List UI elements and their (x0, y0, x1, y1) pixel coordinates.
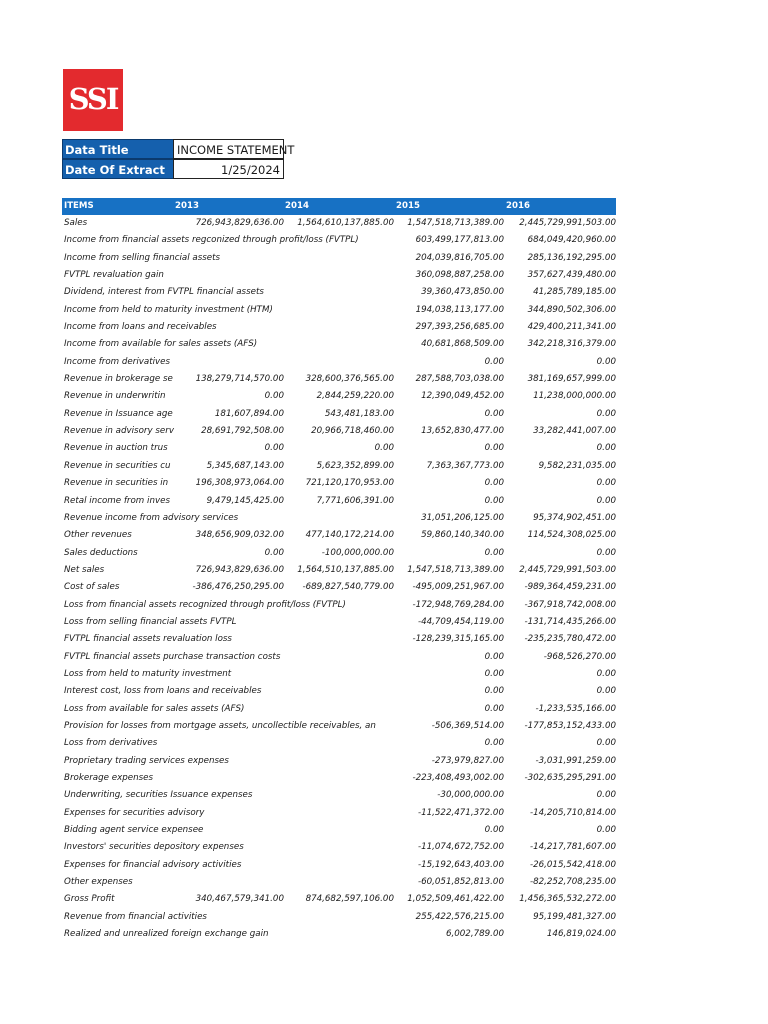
table-row (62, 683, 616, 700)
table-row (62, 267, 616, 284)
cell-2015[interactable]: 194,038,113,177.00 (415, 304, 504, 315)
cell-2013[interactable]: 5,345,687,143.00 (206, 460, 284, 471)
cell-2015[interactable]: -15,192,643,403.00 (417, 859, 504, 870)
cell-2015[interactable]: 0.00 (484, 495, 504, 506)
header-2013[interactable]: 2013 (175, 201, 199, 211)
logo-text: SSI (68, 82, 118, 116)
cell-2016[interactable]: 95,374,902,451.00 (533, 512, 616, 523)
cell-2013[interactable]: 726,943,829,636.00 (195, 564, 284, 575)
cell-2013[interactable]: 196,308,973,064.00 (195, 478, 284, 489)
cell-2013[interactable]: 726,943,829,636.00 (195, 218, 284, 228)
row-label[interactable]: Other expenses (64, 877, 133, 888)
cell-2016[interactable]: 0.00 (596, 443, 616, 454)
row-label[interactable]: Loss from selling financial assets FVTPL (64, 616, 237, 627)
table-row (62, 839, 616, 856)
row-label[interactable]: Income from derivatives (64, 356, 171, 367)
cell-2016[interactable]: 33,282,441,007.00 (533, 426, 616, 437)
row-label[interactable]: Income from held to maturity investment (HTM) (64, 304, 273, 315)
cell-2015[interactable]: 13,652,830,477.00 (421, 426, 504, 437)
cell-2016[interactable]: 146,819,024.00 (546, 929, 616, 940)
cell-2014[interactable]: 1,564,510,137,885.00 (297, 564, 394, 575)
cell-2016[interactable]: 41,285,789,185.00 (533, 287, 616, 298)
cell-2016[interactable]: 95,199,481,327.00 (533, 911, 616, 922)
cell-2016[interactable]: 342,218,316,379.00 (527, 339, 616, 350)
cell-2015[interactable]: 1,052,509,461,422.00 (407, 894, 504, 905)
cell-2015[interactable]: 40,681,868,509.00 (421, 339, 504, 350)
table-row (62, 666, 616, 683)
cell-2013[interactable]: 9,479,145,425.00 (206, 495, 284, 506)
table-row (62, 857, 616, 874)
cell-2016[interactable]: 684,049,420,960.00 (527, 235, 616, 246)
row-label[interactable]: Gross Profit (64, 894, 115, 905)
cell-2015[interactable]: 0.00 (484, 356, 504, 367)
cell-2014[interactable]: 874,682,597,106.00 (305, 894, 394, 905)
table-row (62, 891, 616, 908)
cell-2016[interactable]: 0.00 (596, 738, 616, 749)
cell-2016[interactable]: 381,169,657,999.00 (527, 374, 616, 385)
table-row (62, 336, 616, 353)
table-row (62, 319, 616, 336)
row-label[interactable]: Revenue income from advisory services (64, 512, 239, 523)
cell-2016[interactable]: 285,136,192,295.00 (527, 252, 616, 263)
table-row (62, 770, 616, 787)
cell-2016[interactable]: -968,526,270.00 (543, 651, 616, 662)
cell-2015[interactable]: 59,860,140,340.00 (421, 530, 504, 541)
table-row (62, 597, 616, 614)
table-row (62, 423, 616, 440)
row-label[interactable]: Revenue in securities cu (64, 460, 171, 471)
date-of-extract-value[interactable]: 1/25/2024 (173, 159, 284, 179)
cell-2015[interactable]: 603,499,177,813.00 (415, 235, 504, 246)
cell-2014[interactable]: 20,966,718,460.00 (311, 426, 394, 437)
row-label[interactable]: Revenue in Issuance age (64, 408, 173, 419)
table-row (62, 371, 616, 388)
cell-2016[interactable]: -3,031,991,259.00 (535, 755, 616, 766)
cell-2016[interactable]: 1,456,365,532,272.00 (519, 894, 616, 905)
row-label[interactable]: Revenue in advisory serv (64, 426, 174, 437)
cell-2014[interactable]: 0.00 (374, 443, 394, 454)
table-row (62, 701, 616, 718)
table-row (62, 354, 616, 371)
table-row (62, 406, 616, 423)
cell-2014[interactable]: 5,623,352,899.00 (316, 460, 394, 471)
table-body (62, 215, 616, 943)
cell-2015[interactable]: -60,051,852,813.00 (417, 877, 504, 888)
row-label[interactable]: Revenue from financial activities (64, 911, 207, 922)
cell-2015[interactable]: -506,369,514.00 (431, 720, 504, 731)
cell-2016[interactable]: -367,918,742,008.00 (524, 599, 616, 610)
row-label[interactable]: Realized and unrealized foreign exchange gain (64, 929, 269, 940)
cell-2013[interactable]: 0.00 (264, 443, 284, 454)
table-row (62, 909, 616, 926)
cell-2013[interactable]: 0.00 (264, 547, 284, 558)
cell-2015[interactable]: 0.00 (484, 703, 504, 714)
header-items[interactable]: ITEMS (64, 201, 94, 211)
cell-2015[interactable]: 0.00 (484, 478, 504, 489)
data-title-value[interactable]: INCOME STATEMENT (173, 139, 284, 159)
cell-2014[interactable]: 328,600,376,565.00 (305, 374, 394, 385)
cell-2015[interactable]: 287,588,703,038.00 (415, 374, 504, 385)
table-row (62, 458, 616, 475)
table-row (62, 753, 616, 770)
cell-2016[interactable]: 2,445,729,991,503.00 (519, 218, 616, 228)
table-row (62, 302, 616, 319)
cell-2014[interactable]: -100,000,000.00 (321, 547, 394, 558)
table-header-row (62, 198, 616, 215)
table-row (62, 822, 616, 839)
row-label[interactable]: Net sales (64, 564, 105, 575)
cell-2015[interactable]: 1,547,518,713,389.00 (407, 564, 504, 575)
row-label[interactable]: Other revenues (64, 530, 132, 541)
row-label[interactable]: Expenses for financial advisory activities (64, 859, 242, 870)
row-label[interactable]: Revenue in underwritin (64, 391, 166, 402)
row-label[interactable]: FVTPL revaluation gain (64, 270, 164, 281)
cell-2016[interactable]: 0.00 (596, 790, 616, 801)
cell-2016[interactable]: 9,582,231,035.00 (538, 460, 616, 471)
table-row (62, 735, 616, 752)
header-2016[interactable]: 2016 (506, 201, 530, 211)
row-label[interactable]: Income from available for sales assets (AFS) (64, 339, 258, 350)
table-row (62, 614, 616, 631)
cell-2015[interactable]: 297,393,256,685.00 (415, 322, 504, 333)
cell-2016[interactable]: 0.00 (596, 478, 616, 489)
cell-2015[interactable]: -128,239,315,165.00 (412, 634, 504, 645)
cell-2013[interactable]: 0.00 (264, 391, 284, 402)
cell-2015[interactable]: -11,074,672,752.00 (417, 842, 504, 853)
cell-2013[interactable]: 348,656,909,032.00 (195, 530, 284, 541)
table-row (62, 545, 616, 562)
table-row (62, 787, 616, 804)
row-label[interactable]: Retal income from inves (64, 495, 170, 506)
row-label[interactable]: Revenue in brokerage se (64, 374, 173, 385)
row-label[interactable]: Provision for losses from mortgage assets, uncollectible receivables, an (64, 720, 376, 731)
table-row (62, 805, 616, 822)
row-label[interactable]: Expenses for securities advisory (64, 807, 205, 818)
row-label[interactable]: Investors' securities depository expenses (64, 842, 244, 853)
cell-2015[interactable]: 6,002,789.00 (445, 929, 504, 940)
table-row (62, 493, 616, 510)
cell-2013[interactable]: 340,467,579,341.00 (195, 894, 284, 905)
row-label[interactable]: Sales (64, 218, 88, 228)
cell-2013[interactable]: 138,279,714,570.00 (195, 374, 284, 385)
row-label[interactable]: Underwriting, securities Issuance expenses (64, 790, 253, 801)
cell-2016[interactable]: -14,205,710,814.00 (529, 807, 616, 818)
row-label[interactable]: FVTPL financial assets revaluation loss (64, 634, 232, 645)
cell-2013[interactable]: 28,691,792,508.00 (201, 426, 284, 437)
row-label[interactable]: Loss from available for sales assets (AFS) (64, 703, 245, 714)
cell-2015[interactable]: 0.00 (484, 686, 504, 697)
cell-2013[interactable]: -386,476,250,295.00 (192, 582, 284, 593)
cell-2015[interactable]: 7,363,367,773.00 (426, 460, 504, 471)
table-row (62, 215, 616, 232)
cell-2016[interactable]: 0.00 (596, 547, 616, 558)
cell-2016[interactable]: -235,235,780,472.00 (524, 634, 616, 645)
cell-2015[interactable]: -273,979,827.00 (431, 755, 504, 766)
row-label[interactable]: Income from loans and receivables (64, 322, 217, 333)
row-label[interactable]: Dividend, interest from FVTPL financial assets (64, 287, 264, 298)
cell-2016[interactable]: 429,400,211,341.00 (527, 322, 616, 333)
row-label[interactable]: Brokerage expenses (64, 773, 153, 783)
row-label[interactable]: Income from financial assets regconized through profit/loss (FVTPL) (64, 235, 359, 246)
cell-2015[interactable]: -30,000,000.00 (437, 790, 504, 801)
table-row (62, 579, 616, 596)
cell-2016[interactable]: 0.00 (596, 495, 616, 506)
table-row (62, 284, 616, 301)
cell-2016[interactable]: 0.00 (596, 825, 616, 836)
row-label[interactable]: Bidding agent service expensee (64, 825, 204, 836)
cell-2015[interactable]: 0.00 (484, 825, 504, 836)
cell-2016[interactable]: 0.00 (596, 356, 616, 367)
row-label[interactable]: Income from selling financial assets (64, 252, 221, 263)
row-label[interactable]: Loss from derivatives (64, 738, 158, 749)
row-label[interactable]: Revenue in securities in (64, 478, 169, 489)
table-row (62, 926, 616, 943)
income-statement-table (62, 198, 616, 943)
cell-2015[interactable]: 31,051,206,125.00 (421, 512, 504, 523)
row-label[interactable]: Proprietary trading services expenses (64, 755, 229, 766)
cell-2015[interactable]: 0.00 (484, 668, 504, 679)
table-row (62, 232, 616, 249)
ssi-logo (63, 69, 123, 131)
row-label[interactable]: Loss from held to maturity investment (64, 668, 232, 679)
cell-2014[interactable]: -689,827,540,779.00 (302, 582, 394, 593)
row-label[interactable]: Cost of sales (64, 582, 120, 593)
row-label[interactable]: Sales deductions (64, 547, 138, 558)
cell-2016[interactable]: 11,238,000,000.00 (533, 391, 616, 402)
table-row (62, 475, 616, 492)
cell-2015[interactable]: 1,547,518,713,389.00 (407, 218, 504, 228)
cell-2015[interactable]: -495,009,251,967.00 (412, 582, 504, 593)
cell-2016[interactable]: -131,714,435,266.00 (524, 616, 616, 627)
cell-2015[interactable]: 0.00 (484, 651, 504, 662)
row-label[interactable]: Revenue in auction trus (64, 443, 168, 454)
table-row (62, 527, 616, 544)
cell-2016[interactable]: 0.00 (596, 668, 616, 679)
cell-2016[interactable]: 344,890,502,306.00 (527, 304, 616, 315)
cell-2015[interactable]: 39,360,473,850.00 (421, 287, 504, 298)
table-row (62, 440, 616, 457)
table-row (62, 562, 616, 579)
cell-2015[interactable]: -223,408,493,002.00 (412, 773, 504, 783)
cell-2016[interactable]: 2,445,729,991,503.00 (519, 564, 616, 575)
table-row (62, 874, 616, 891)
cell-2015[interactable]: 0.00 (484, 408, 504, 419)
cell-2014[interactable]: 1,564,610,137,885.00 (297, 218, 394, 228)
table-row (62, 388, 616, 405)
table-row (62, 510, 616, 527)
cell-2015[interactable]: -44,709,454,119.00 (417, 616, 504, 627)
cell-2014[interactable]: 543,481,183.00 (324, 408, 394, 419)
cell-2013[interactable]: 181,607,894.00 (214, 408, 284, 419)
cell-2016[interactable]: -302,635,295,291.00 (524, 773, 616, 783)
cell-2015[interactable]: 0.00 (484, 547, 504, 558)
table-row (62, 649, 616, 666)
cell-2016[interactable]: -1,233,535,166.00 (535, 703, 616, 714)
cell-2015[interactable]: 0.00 (484, 443, 504, 454)
cell-2014[interactable]: 7,771,606,391.00 (316, 495, 394, 506)
cell-2016[interactable]: 114,524,308,025.00 (527, 530, 616, 541)
cell-2015[interactable]: 204,039,816,705.00 (415, 252, 504, 263)
table-row (62, 718, 616, 735)
cell-2016[interactable]: -989,364,459,231.00 (524, 582, 616, 593)
table-row (62, 250, 616, 267)
cell-2014[interactable]: 477,140,172,214.00 (305, 530, 394, 541)
date-of-extract-label: Date Of Extract (62, 159, 174, 179)
cell-2015[interactable]: -172,948,769,284.00 (412, 599, 504, 610)
cell-2015[interactable]: -11,522,471,372.00 (417, 807, 504, 818)
cell-2016[interactable]: -14,217,781,607.00 (529, 842, 616, 853)
cell-2016[interactable]: -177,853,152,433.00 (524, 720, 616, 731)
cell-2016[interactable]: 357,627,439,480.00 (527, 270, 616, 281)
header-2015[interactable]: 2015 (396, 201, 420, 211)
row-label[interactable]: Interest cost, loss from loans and receivables (64, 686, 262, 697)
cell-2014[interactable]: 2,844,259,220.00 (316, 391, 394, 402)
cell-2015[interactable]: 255,422,576,215.00 (415, 911, 504, 922)
cell-2016[interactable]: 0.00 (596, 408, 616, 419)
cell-2016[interactable]: 0.00 (596, 686, 616, 697)
cell-2015[interactable]: 360,098,887,258.00 (415, 270, 504, 281)
row-label[interactable]: FVTPL financial assets purchase transaction costs (64, 651, 281, 662)
cell-2015[interactable]: 12,390,049,452.00 (421, 391, 504, 402)
table-row (62, 631, 616, 648)
cell-2016[interactable]: -82,252,708,235.00 (529, 877, 616, 888)
data-title-label: Data Title (62, 139, 174, 159)
row-label[interactable]: Loss from financial assets recognized through profit/loss (FVTPL) (64, 599, 346, 610)
cell-2015[interactable]: 0.00 (484, 738, 504, 749)
cell-2016[interactable]: -26,015,542,418.00 (529, 859, 616, 870)
header-2014[interactable]: 2014 (285, 201, 309, 211)
cell-2014[interactable]: 721,120,170,953.00 (305, 478, 394, 489)
